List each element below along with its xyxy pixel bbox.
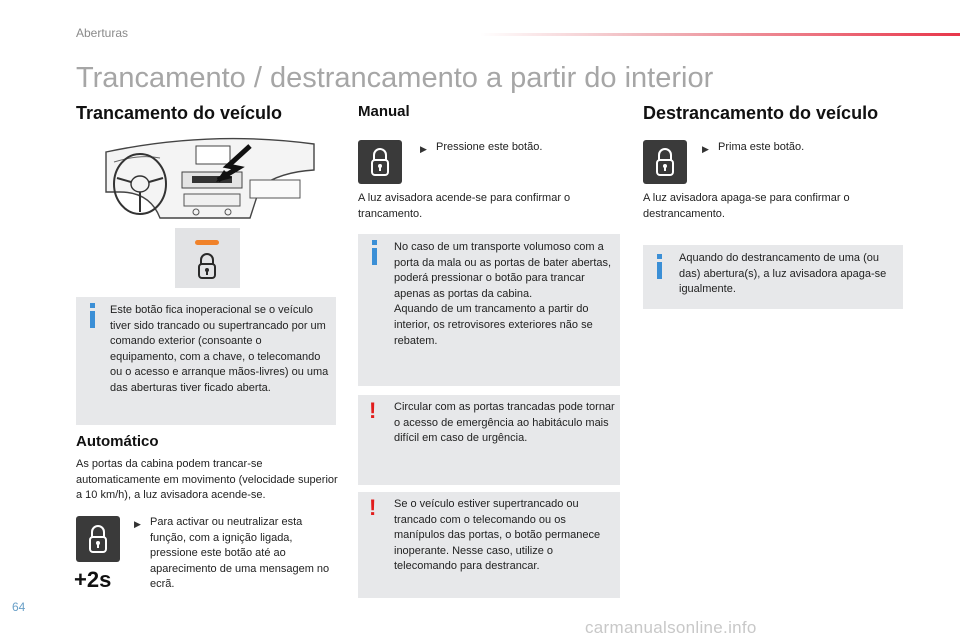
- automatic-text: As portas da cabina podem trancar-se automaticamente em movimento (velocidade superior a 10 km/h), a luz avisadora acende-se.: [76, 458, 338, 502]
- lock-button-illustration: [175, 228, 240, 288]
- manual-info-text: No caso de um transporte volumoso com a porta da mala ou as portas de bater abertas, poderá pressionar o botão para trancar apenas as portas da cabina. Aquando de um trancamento a partir do interior, os retrovisores exteriores não se rebatem.: [394, 241, 612, 347]
- unlock-info-text: Aquando do destrancamento de uma (ou das) abertura(s), a luz avisadora apaga-se igualmente.: [679, 252, 887, 296]
- page-title: Trancamento / destrancamento a partir do interior: [76, 62, 714, 94]
- warning-icon: !: [369, 398, 377, 423]
- bullet-icon: ▶: [420, 144, 427, 154]
- padlock-icon: [654, 146, 676, 178]
- bullet-icon: ▶: [702, 144, 709, 154]
- section-label: Aberturas: [76, 26, 129, 40]
- warning-text-2: Se o veículo estiver supertrancado ou trancado com o telecomando ou os manípulos das portas, o botão permanece inoperante. Nesse caso, utilize o telecomando para destrancar.: [394, 498, 601, 573]
- hold-duration-label: +2s: [74, 567, 112, 592]
- warning-icon: !: [369, 495, 377, 520]
- lock-button: [358, 140, 402, 184]
- locking-heading: Trancamento do veículo: [76, 103, 283, 123]
- dashboard-illustration: [100, 132, 320, 222]
- info-icon: [657, 262, 662, 279]
- manual-text: A luz avisadora acende-se para confirmar o trancamento.: [358, 192, 571, 220]
- unlocking-heading: Destrancamento do veículo: [643, 103, 879, 123]
- unlock-button: [643, 140, 687, 184]
- automatic-bullet-text: Para activar ou neutralizar esta função, com a ignição ligada, pressione este botão até ao aparecimento de uma mensagem no ecrã.: [150, 516, 330, 591]
- left-info-box: [76, 297, 336, 425]
- lock-button: [76, 516, 120, 562]
- bullet-icon: ▶: [134, 519, 141, 529]
- page-number: 64: [12, 600, 26, 614]
- warning-text-1: Circular com as portas trancadas pode tornar o acesso de emergência ao habitáculo mais difícil em caso de urgência.: [394, 401, 615, 445]
- unlock-text: A luz avisadora apaga-se para confirmar o destrancamento.: [643, 192, 850, 220]
- warning-box-2: [358, 492, 620, 598]
- left-info-text: Este botão fica inoperacional se o veículo tiver sido trancado ou supertrancado por um comando exterior (consoante o equipamento, com a chave, o telecomando ou o acesso e arranque mãos-livres) ou uma das aberturas tiver ficado aberta.: [110, 304, 329, 394]
- manual-bullet-text: Pressione este botão.: [436, 141, 543, 153]
- info-icon: [90, 311, 95, 328]
- warning-box-1: [358, 395, 620, 485]
- automatic-heading: Automático: [76, 433, 159, 450]
- unlock-info-box: [643, 245, 903, 309]
- manual-info-box: [358, 234, 620, 386]
- watermark: carmanualsonline.info: [585, 618, 757, 637]
- manual-heading: Manual: [358, 103, 410, 120]
- unlock-bullet-text: Prima este botão.: [718, 141, 805, 153]
- info-icon: [372, 248, 377, 265]
- padlock-icon: [196, 252, 218, 280]
- header-rule: [480, 33, 960, 36]
- padlock-icon: [369, 146, 391, 178]
- padlock-icon: [87, 523, 109, 555]
- warning-lamp: [195, 240, 219, 245]
